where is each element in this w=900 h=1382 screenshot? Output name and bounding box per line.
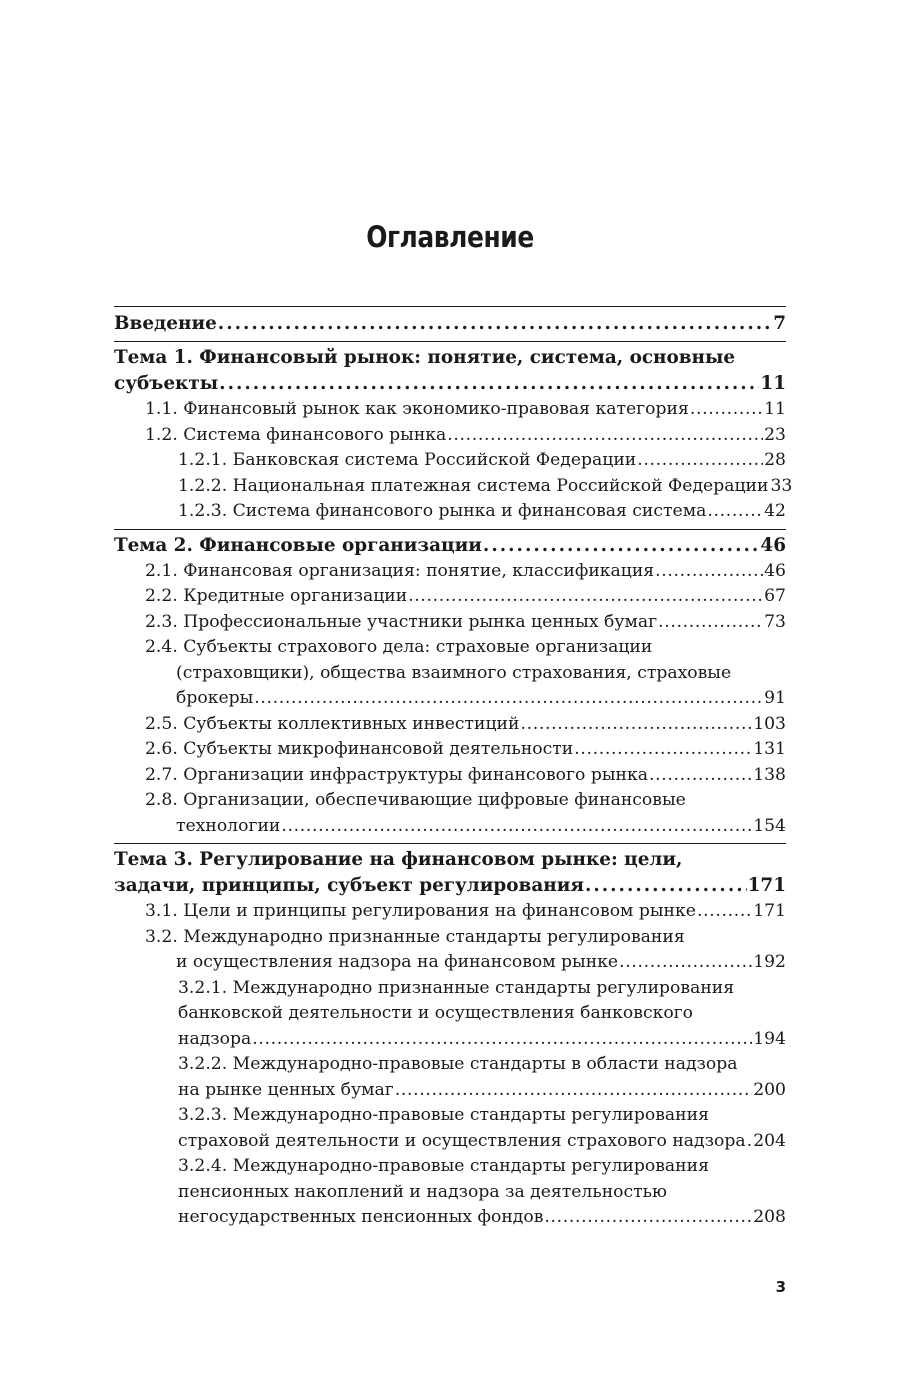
toc-entry-text: 2.4. Субъекты страхового дела: страховые организации (145, 637, 653, 657)
dot-leader (697, 899, 752, 925)
toc-page-number: 208 (753, 1207, 786, 1227)
toc-entry-text: 2.1. Финансовая организация: понятие, классификация (145, 560, 655, 581)
dot-leader (219, 371, 759, 397)
divider (114, 341, 786, 342)
toc-page-number: 154 (753, 815, 786, 836)
toc-entry-section[interactable] (114, 899, 786, 925)
toc-entry-subsection[interactable] (114, 448, 786, 474)
divider (114, 529, 786, 530)
toc-entry-text: субъекты (114, 373, 219, 394)
toc-entry-section[interactable] (114, 584, 786, 610)
toc-page-number: 46 (760, 534, 786, 556)
toc-entry-text: негосударственных пенсионных фондов (178, 1207, 544, 1227)
toc-entry-subsection[interactable] (114, 1154, 786, 1231)
divider (114, 843, 786, 844)
dot-leader (690, 397, 763, 423)
toc-page-number: 23 (764, 424, 786, 445)
toc-entry-chapter[interactable] (114, 533, 786, 559)
toc-page-number: 204 (753, 1130, 786, 1151)
toc-entry-text: задачи, принципы, субъект регулирования (114, 875, 584, 896)
toc-entry-section[interactable] (114, 737, 786, 763)
toc-page-number: 33 (770, 475, 793, 496)
toc-page-number: 131 (753, 739, 786, 759)
dot-leader (637, 448, 763, 474)
toc-page-number: 192 (753, 952, 786, 972)
toc-entry-chapter[interactable] (114, 847, 786, 899)
dot-leader (281, 814, 752, 840)
page-number: 3 (775, 1278, 786, 1296)
toc-entry-text: на рынке ценных бумаг (178, 1079, 394, 1100)
dot-leader (520, 712, 752, 738)
dot-leader (585, 873, 747, 899)
toc-page-number: 7 (773, 313, 786, 334)
dot-leader (619, 950, 752, 976)
toc-entry-text: 3.1. Цели и принципы регулирования на финансовом рынке (145, 901, 696, 921)
toc-entry-text: 3.2.4. Международно-правовые стандарты регулирования (178, 1156, 709, 1176)
toc-page-number: 91 (764, 688, 786, 708)
toc-entry-text: 2.7. Организации инфраструктуры финансового рынка (145, 764, 648, 785)
toc-entry-chapter[interactable] (114, 345, 786, 397)
toc-page-number: 67 (764, 586, 786, 606)
divider (114, 306, 786, 307)
toc-entry-text: 1.2.1. Банковская система Российской Федерации (178, 450, 637, 470)
toc-page-number: 171 (747, 875, 786, 896)
toc-entry-section[interactable] (114, 763, 786, 789)
toc-entry-text: 3.2. Международно признанные стандарты регулирования (145, 926, 685, 947)
toc-page-number: 11 (760, 373, 786, 394)
toc-page-number: 194 (753, 1028, 786, 1049)
toc-entry-text: 2.6. Субъекты микрофинансовой деятельности (145, 739, 574, 759)
toc-entry-text: банковской деятельности и осуществления банковского (178, 1003, 694, 1023)
toc-entry-subsection[interactable] (114, 474, 793, 500)
toc-entry-section[interactable] (114, 559, 786, 585)
dot-leader (218, 311, 772, 337)
toc-entry-section[interactable] (114, 610, 786, 636)
toc-entry-text: Тема 1. Финансовый рынок: понятие, система, основные (114, 347, 736, 368)
toc-page-number: 73 (764, 611, 786, 632)
toc-entry-section[interactable] (114, 925, 786, 976)
toc-entry-section[interactable] (114, 712, 786, 738)
dot-leader (658, 610, 763, 636)
toc-entry-text: 2.2. Кредитные организации (145, 586, 408, 606)
toc-entry-subsection[interactable] (114, 1103, 786, 1154)
toc-entry-text: Введение (114, 313, 217, 334)
dot-leader (574, 737, 752, 763)
dot-leader (395, 1078, 752, 1104)
dot-leader (655, 559, 763, 585)
toc-page-number: 200 (753, 1079, 786, 1100)
dot-leader (447, 423, 763, 449)
toc-entry-text: 1.2. Система финансового рынка (145, 424, 447, 445)
toc-entry-text: 2.5. Субъекты коллективных инвестиций (145, 713, 520, 734)
toc-entry-text: 2.8. Организации, обеспечивающие цифровые финансовые (145, 790, 686, 810)
toc-entry-subsection[interactable] (114, 1052, 786, 1103)
toc-page-number: 42 (764, 501, 786, 521)
toc-entry-text: Тема 3. Регулирование на финансовом рынке: цели, (114, 849, 683, 870)
dot-leader (649, 763, 752, 789)
toc-entry-text: 1.2.3. Система финансового рынка и финансовая система (178, 501, 707, 521)
dot-leader (483, 533, 759, 559)
dot-leader (408, 584, 763, 610)
toc-page-number: 28 (764, 450, 786, 470)
toc-entry-section[interactable] (114, 397, 786, 423)
toc-entry-text: (страховщики), общества взаимного страхования, страховые (176, 662, 732, 683)
dot-leader (252, 1027, 752, 1053)
toc-page-number: 11 (764, 399, 786, 419)
toc-entry-text: 2.3. Профессиональные участники рынка ценных бумаг (145, 611, 658, 632)
toc-entry-text: пенсионных накоплений и надзора за деятельностью (178, 1181, 667, 1202)
page-title: Оглавление (366, 220, 534, 254)
toc-page-number: 103 (753, 713, 786, 734)
toc-page-number: 138 (753, 764, 786, 785)
toc-entry-text: 3.2.3. Международно-правовые стандарты регулирования (178, 1105, 709, 1125)
toc-page-number: 46 (764, 560, 786, 581)
toc-entry-text: 1.1. Финансовый рынок как экономико-правовая категория (145, 399, 689, 419)
dot-leader (747, 1129, 753, 1155)
toc-entry-section[interactable] (114, 635, 786, 712)
toc-entry-text: технологии (176, 815, 281, 836)
toc-entry-subsection[interactable] (114, 976, 786, 1053)
dot-leader (707, 499, 763, 525)
toc-entry-text: 3.2.2. Международно-правовые стандарты в области надзора (178, 1054, 738, 1074)
toc-page-number: 171 (753, 901, 786, 921)
toc-entry-text: брокеры (176, 688, 254, 708)
toc-entry-chapter[interactable] (114, 311, 786, 337)
toc-entry-text: надзора (178, 1028, 252, 1049)
toc-entry-text: Тема 2. Финансовые организации (114, 534, 482, 556)
toc-entry-text: 1.2.2. Национальная платежная система Российской Федерации (178, 475, 769, 496)
dot-leader (254, 686, 763, 712)
toc-entry-subsection[interactable] (114, 499, 786, 525)
toc-entry-text: страховой деятельности и осуществления страхового надзора (178, 1130, 746, 1151)
table-of-contents (114, 306, 793, 1231)
toc-entry-section[interactable] (114, 788, 786, 839)
toc-entry-text: и осуществления надзора на финансовом рынке (176, 952, 619, 972)
toc-entry-section[interactable] (114, 423, 786, 449)
toc-entry-text: 3.2.1. Международно признанные стандарты регулирования (178, 977, 735, 998)
dot-leader (544, 1205, 752, 1231)
